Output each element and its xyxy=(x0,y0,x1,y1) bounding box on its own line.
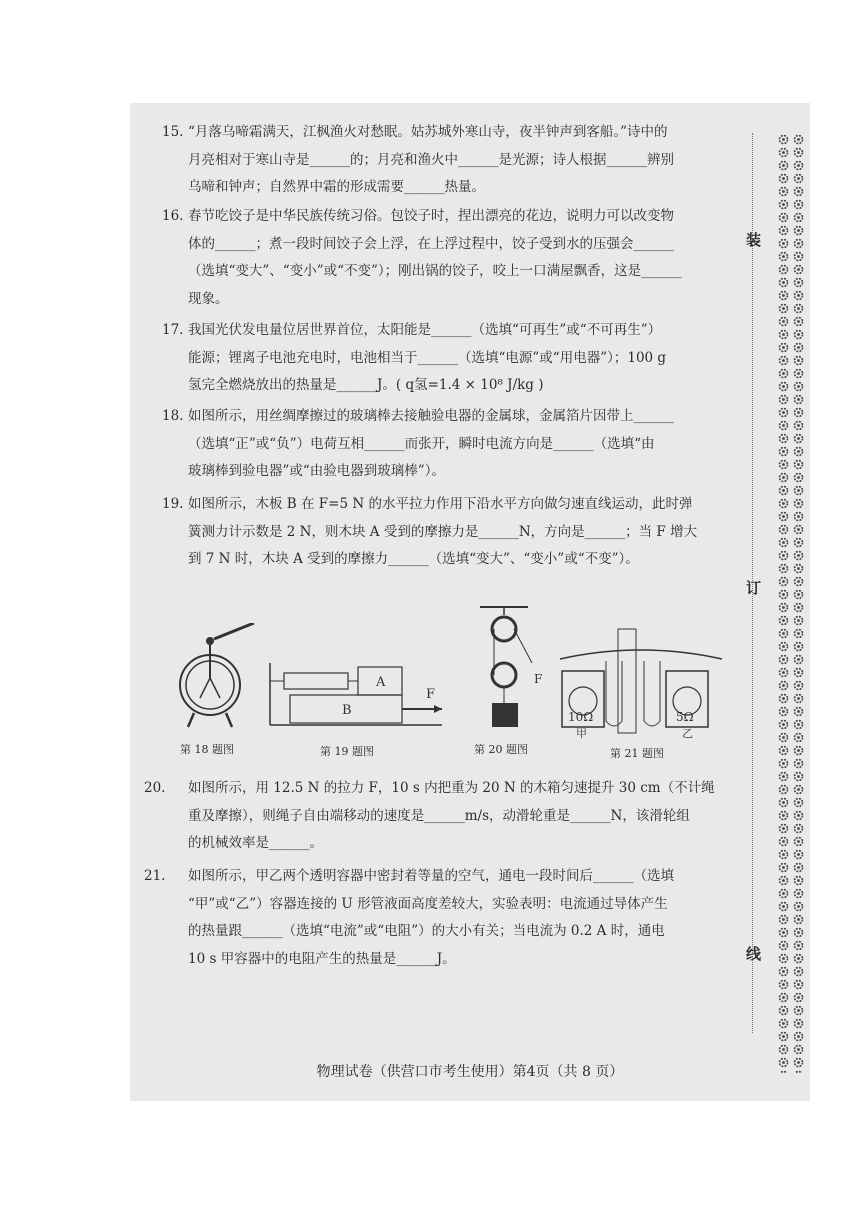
question-line: 乌啼和钟声；自然界中霜的形成需要______热量。 xyxy=(188,179,485,195)
figure-20-caption: 第 20 题图 xyxy=(474,743,528,756)
question-16 xyxy=(162,203,730,313)
question-number: 19. xyxy=(162,496,184,512)
question-line: 的机械效率是______。 xyxy=(188,835,323,851)
question-line: “甲”或“乙”）容器连接的 U 形管液面高度差较大，实验表明：电流通过导体产生 xyxy=(188,895,668,912)
electroscope-figure xyxy=(174,623,264,733)
friction-board-figure xyxy=(266,653,446,733)
question-17 xyxy=(162,317,730,400)
question-line: 到 7 N 时，木块 A 受到的摩擦力______（选填“变大”、“变小”或“不变”）。 xyxy=(188,551,639,567)
pull-force-label: F xyxy=(534,672,543,686)
pulley-figure xyxy=(474,603,544,733)
question-number: 17. xyxy=(162,322,184,338)
question-line: 能源；锂离子电池充电时，电池相当于______（选填“电源”或“用电器”）；100 g xyxy=(188,349,667,366)
question-line: 如图所示，甲乙两个透明容器中密封着等量的空气，通电一段时间后______（选填 xyxy=(188,868,674,884)
question-number: 16. xyxy=(162,208,184,224)
question-21 xyxy=(144,863,730,973)
joule-heating-figure xyxy=(556,621,726,739)
figure-19-caption: 第 19 题图 xyxy=(320,745,374,758)
figure-18-caption: 第 18 题图 xyxy=(180,743,234,756)
question-line: 玻璃棒到验电器”或“由验电器到玻璃棒”）。 xyxy=(188,463,445,479)
block-a-label: A xyxy=(376,675,386,690)
board-b-label: B xyxy=(342,703,352,718)
question-line: 如图所示，木板 B 在 F=5 N 的水平拉力作用下沿水平方向做匀速直线运动，此时弹 xyxy=(188,496,693,512)
question-line: 的热量跟______（选填“电流”或“电阻”）的大小有关；当电流为 0.2 A 时，通电 xyxy=(188,923,665,939)
resistor-2-label: 5Ω xyxy=(676,710,694,724)
question-19 xyxy=(162,491,730,574)
question-line: （选填“变大”、“变小”或“不变”）；刚出锅的饺子，咬上一口满屋飘香，这是______ xyxy=(188,263,682,279)
question-line: 氢完全燃烧放出的热量是______J。( q氢=1.4 × 10⁸ J/kg ) xyxy=(188,377,544,393)
question-line: 10 s 甲容器中的电阻产生的热量是______J。 xyxy=(188,950,456,967)
question-line: 春节吃饺子是中华民族传统习俗。包饺子时，捏出漂亮的花边，说明力可以改变物 xyxy=(188,208,674,224)
page-footer: 物理试卷（供营口市考生使用）第4页（共 8 页） xyxy=(316,1064,624,1080)
question-line: 体的______；煮一段时间饺子会上浮，在上浮过程中，饺子受到水的压强会______ xyxy=(188,235,674,252)
figure-21-caption: 第 21 题图 xyxy=(610,747,664,760)
question-line: 如图所示，用 12.5 N 的拉力 F，10 s 内把重为 20 N 的木箱匀速提升 30 cm（不计绳 xyxy=(188,780,715,796)
question-number: 20. xyxy=(144,780,166,796)
question-15 xyxy=(162,119,730,202)
question-20 xyxy=(144,775,730,858)
question-line: “月落乌啼霜满天，江枫渔火对愁眠。姑苏城外寒山寺，夜半钟声到客船。”诗中的 xyxy=(188,124,668,140)
question-number: 15. xyxy=(162,124,184,140)
question-number: 18. xyxy=(162,408,184,424)
resistor-1-label: 10Ω xyxy=(568,710,594,724)
container-yi-label: 乙 xyxy=(682,727,693,739)
question-line: 月亮相对于寒山寺是______的；月亮和渔火中______是光源；诗人根据______辨别 xyxy=(188,151,674,168)
binding-mark-zhuang: 装 xyxy=(746,231,762,249)
binding-mark-ding: 订 xyxy=(746,579,762,597)
figures-row xyxy=(168,603,728,773)
question-line: （选填“正”或“负”）电荷互相______而张开，瞬时电流方向是______（选填“由 xyxy=(188,435,655,452)
exam-page xyxy=(130,103,810,1101)
question-line: 簧测力计示数是 2 N，则木块 A 受到的摩擦力是______N，方向是______；当 F 增大 xyxy=(188,523,698,540)
decorative-border xyxy=(776,133,806,1073)
question-number: 21. xyxy=(144,868,166,884)
binding-mark-xian: 线 xyxy=(746,945,762,963)
question-line: 我国光伏发电量位居世界首位，太阳能是______（选填“可再生”或“不可再生”） xyxy=(188,322,662,338)
question-line: 如图所示，用丝绸摩擦过的玻璃棒去接触验电器的金属球，金属箔片因带上______ xyxy=(188,408,674,424)
question-line: 重及摩擦），则绳子自由端移动的速度是______m/s，动滑轮重是______N，该滑轮组 xyxy=(188,807,690,824)
question-line: 现象。 xyxy=(188,290,229,307)
question-18 xyxy=(162,403,730,486)
container-jia-label: 甲 xyxy=(576,727,587,739)
force-f-label: F xyxy=(426,687,436,702)
